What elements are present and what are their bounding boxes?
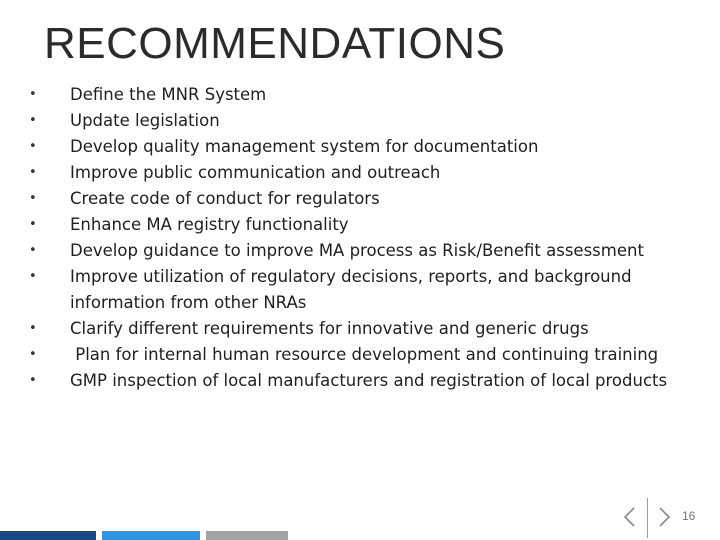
slide-title: RECOMMENDATIONS (44, 19, 506, 68)
bullet-dot: • (29, 217, 37, 232)
bullet-item (24, 134, 714, 160)
bullet-item (24, 186, 714, 212)
slide-navigation (616, 498, 716, 538)
bullet-dot: • (29, 165, 37, 180)
footer-bar-blue (102, 531, 200, 540)
bullet-dot: • (29, 113, 37, 128)
bullet-dot: • (29, 321, 37, 336)
bullet-text: Plan for internal human resource development and continuing training (70, 345, 659, 364)
bullet-dot: • (29, 269, 37, 284)
bullet-text: Enhance MA registry functionality (70, 215, 349, 234)
bullet-item (24, 342, 714, 368)
bullet-dot: • (29, 191, 37, 206)
bullet-dot: • (29, 243, 37, 258)
footer-bar-gray (206, 531, 288, 540)
bullet-text: Update legislation (70, 111, 220, 130)
bullet-list (24, 82, 714, 394)
footer-bar-dark-blue (0, 531, 96, 540)
bullet-text: Clarify different requirements for innovative and generic drugs (70, 319, 589, 338)
bullet-text: Improve public communication and outreach (70, 163, 441, 182)
bullet-item (24, 264, 714, 316)
bullet-item (24, 238, 714, 264)
chevron-right-icon (654, 504, 674, 530)
bullet-text: Develop quality management system for documentation (70, 137, 539, 156)
bullet-dot: • (29, 373, 37, 388)
bullet-text: Develop guidance to improve MA process as Risk/Benefit assessment (70, 241, 644, 260)
nav-divider (647, 498, 648, 538)
bullet-dot: • (29, 347, 37, 362)
page-number: 16 (682, 509, 696, 523)
bullet-item (24, 82, 714, 108)
bullet-text: Create code of conduct for regulators (70, 189, 380, 208)
bullet-item (24, 108, 714, 134)
bullet-dot: • (29, 87, 37, 102)
previous-slide-button[interactable] (620, 504, 640, 530)
chevron-left-icon (620, 504, 640, 530)
bullet-dot: • (29, 139, 37, 154)
bullet-text: GMP inspection of local manufacturers and registration of local products (70, 371, 668, 390)
bullet-item (24, 368, 714, 394)
bullet-text: Define the MNR System (70, 85, 267, 104)
bullet-item (24, 160, 714, 186)
next-slide-button[interactable] (654, 504, 674, 530)
bullet-item (24, 212, 714, 238)
bullet-item (24, 316, 714, 342)
bullet-text: Improve utilization of regulatory decisions, reports, and background information from other NRAs (70, 267, 637, 312)
